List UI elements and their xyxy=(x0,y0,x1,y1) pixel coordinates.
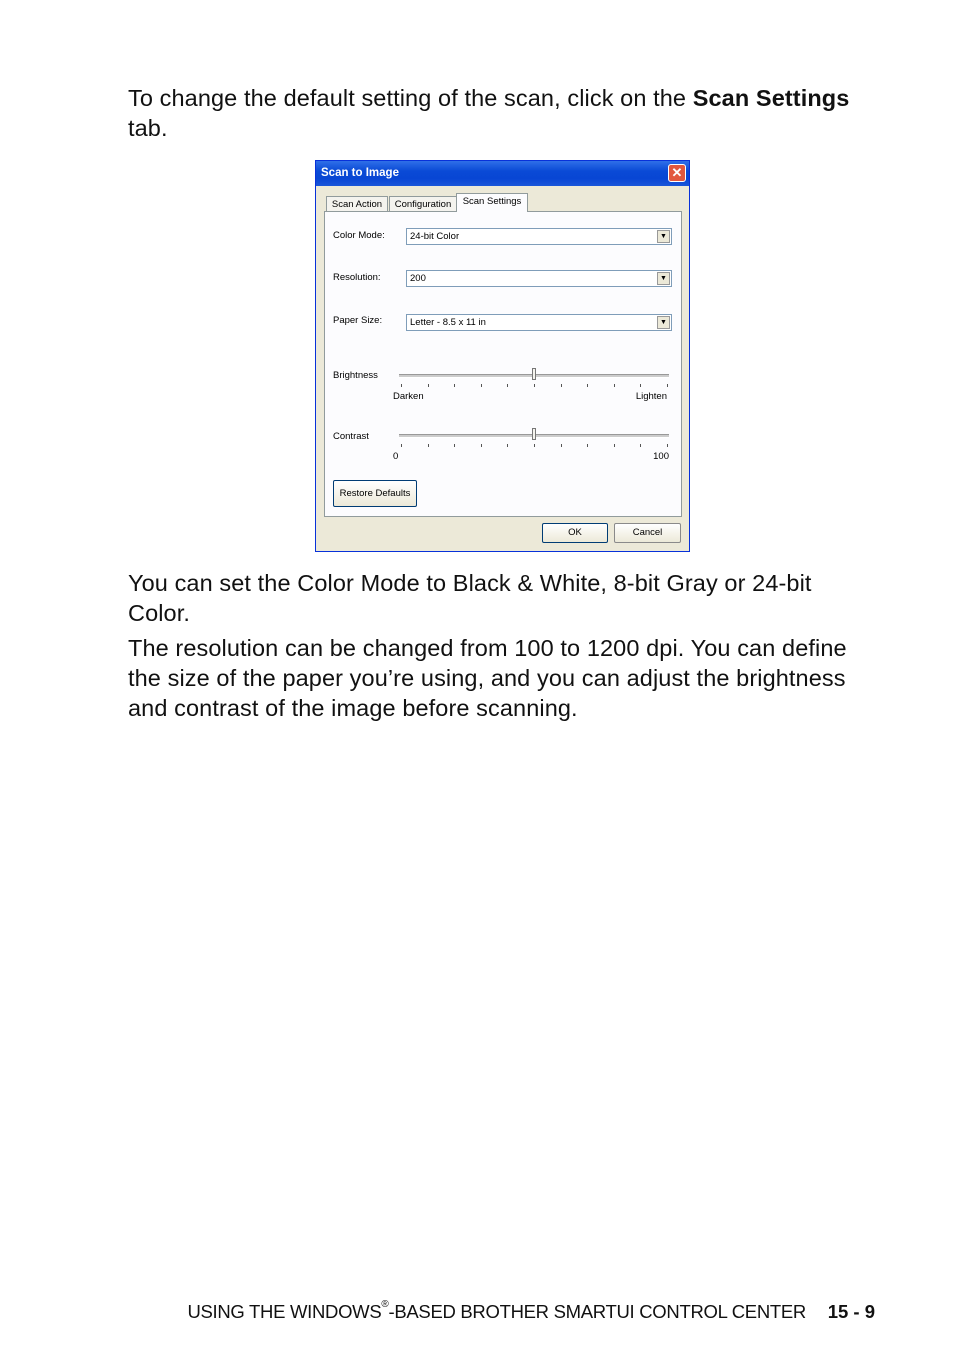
registered-mark: ® xyxy=(381,1299,389,1310)
dialog-titlebar xyxy=(316,161,689,186)
brightness-label: Brightness xyxy=(333,370,378,381)
paper-size-value: Letter - 8.5 x 11 in xyxy=(410,317,486,328)
brightness-tick xyxy=(640,384,641,387)
chevron-down-icon[interactable]: ▼ xyxy=(657,230,670,243)
contrast-tick xyxy=(667,444,668,447)
contrast-tick xyxy=(507,444,508,447)
footer-chapter-title xyxy=(187,1301,806,1323)
brightness-tick xyxy=(587,384,588,387)
dialog-title: Scan to Image xyxy=(321,167,399,179)
scan-to-image-dialog xyxy=(315,160,690,552)
brightness-tick xyxy=(561,384,562,387)
scan-settings-panel xyxy=(324,211,682,517)
contrast-tick xyxy=(614,444,615,447)
color-mode-label: Color Mode: xyxy=(333,230,385,241)
paper-size-select[interactable] xyxy=(406,314,672,331)
ok-button[interactable]: OK xyxy=(542,523,608,543)
contrast-tick xyxy=(640,444,641,447)
resolution-label: Resolution: xyxy=(333,272,381,283)
brightness-max-label: Lighten xyxy=(635,391,667,402)
brightness-tick xyxy=(534,384,535,387)
tab-configuration[interactable]: Configuration xyxy=(389,196,457,211)
footer-pre: USING THE WINDOWS xyxy=(187,1301,382,1322)
restore-defaults-button[interactable]: Restore Defaults xyxy=(333,480,417,507)
brightness-min-label: Darken xyxy=(393,391,424,402)
brightness-tick xyxy=(454,384,455,387)
contrast-tick xyxy=(401,444,402,447)
brightness-tick xyxy=(401,384,402,387)
color-mode-value: 24-bit Color xyxy=(410,231,460,242)
contrast-tick xyxy=(534,444,535,447)
brightness-slider[interactable] xyxy=(399,368,669,390)
close-icon[interactable]: ✕ xyxy=(668,164,686,182)
chevron-down-icon[interactable]: ▼ xyxy=(657,272,670,285)
brightness-tick xyxy=(667,384,668,387)
brightness-tick xyxy=(481,384,482,387)
intro-text-after: tab. xyxy=(128,115,168,141)
cancel-button[interactable]: Cancel xyxy=(614,523,681,543)
contrast-tick xyxy=(481,444,482,447)
contrast-tick xyxy=(561,444,562,447)
contrast-slider[interactable] xyxy=(399,428,669,450)
contrast-tick xyxy=(428,444,429,447)
tab-scan-action[interactable]: Scan Action xyxy=(326,196,388,211)
contrast-min-label: 0 xyxy=(393,451,399,462)
color-mode-select[interactable] xyxy=(406,228,672,245)
intro-text-before: To change the default setting of the scan, click on the xyxy=(128,85,693,111)
chevron-down-icon[interactable]: ▼ xyxy=(657,316,670,329)
color-mode-paragraph: You can set the Color Mode to Black & White, 8-bit Gray or 24-bit Color. xyxy=(128,570,812,626)
page-number: 15 - 9 xyxy=(827,1301,875,1322)
brightness-tick xyxy=(507,384,508,387)
brightness-tick xyxy=(614,384,615,387)
brightness-tick xyxy=(428,384,429,387)
contrast-tick xyxy=(454,444,455,447)
resolution-paragraph: The resolution can be changed from 100 to 1200 dpi. You can define the size of the paper you’re using, and you can adjust the brightness and contrast of the image before scanning. xyxy=(128,635,847,721)
contrast-label: Contrast xyxy=(333,431,369,442)
paper-size-label: Paper Size: xyxy=(333,315,383,326)
intro-paragraph xyxy=(128,83,878,143)
footer-post: -BASED BROTHER SMARTUI CONTROL CENTER xyxy=(388,1301,806,1322)
resolution-value: 200 xyxy=(410,273,426,284)
resolution-select[interactable] xyxy=(406,270,672,287)
tab-scan-settings[interactable]: Scan Settings xyxy=(456,193,528,212)
brightness-thumb[interactable] xyxy=(532,368,536,380)
intro-bold-term: Scan Settings xyxy=(692,85,850,111)
contrast-tick xyxy=(587,444,588,447)
contrast-max-label: 100 xyxy=(653,451,669,462)
contrast-thumb[interactable] xyxy=(532,428,536,440)
